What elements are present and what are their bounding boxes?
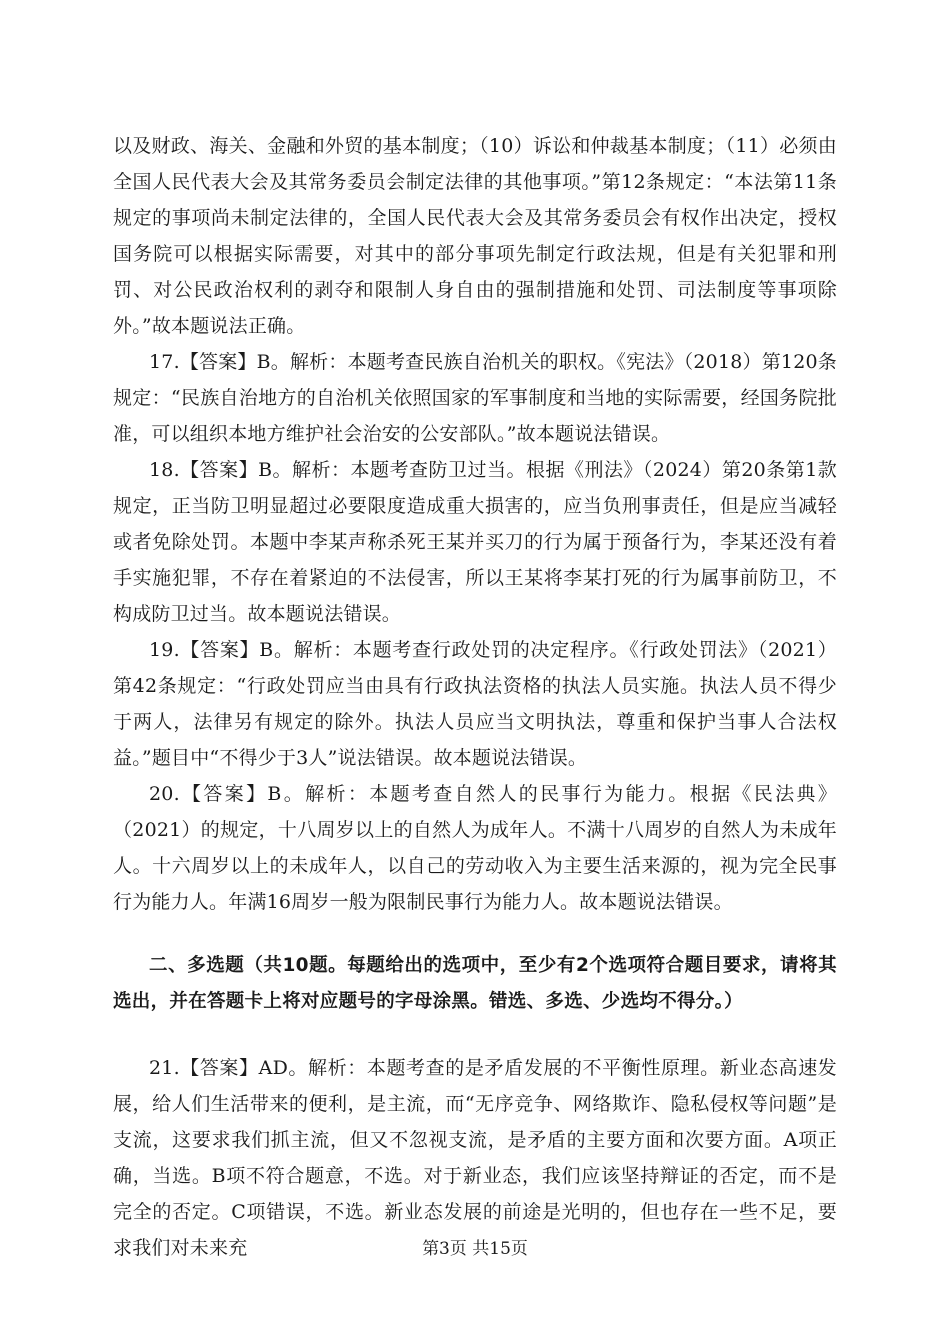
answer-19: 19.【答案】B。解析：本题考查行政处罚的决定程序。《行政处罚法》（2021）第42条规定：“行政处罚应当由具有行政执法资格的执法人员实施。执法人员不得少于两人，法律另有规定的除外。执法人员应当文明执法，尊重和保护当事人合法权益。”题目中“不得少于3人”说法错误。故本题说法错误。 xyxy=(113,639,837,769)
page-number: 第3页 共15页 xyxy=(422,1239,528,1259)
answer-21: 21.【答案】AD。解析：本题考查的是矛盾发展的不平衡性原理。新业态高速发展，给人们生活带来的便利，是主流，而“无序竞争、网络欺诈、隐私侵权等问题”是支流，这要求我们抓主流，但又不忽视支流，是矛盾的主要方面和次要方面。A项正确，当选。B项不符合题意，不选。对于新业态，我们应该坚持辩证的否定，而不是完全的否定。C项错误，不选。新业态发展的前途是光明的，但也存在一些不足，要求我们对未来充 xyxy=(113,1057,837,1259)
paragraph-continuation: 以及财政、海关、金融和外贸的基本制度；（10）诉讼和仲裁基本制度；（11）必须由全国人民代表大会及其常务委员会制定法律的其他事项。”第12条规定：“本法第11条规定的事项尚未制定法律的，全国人民代表大会及其常务委员会有权作出决定，授权国务院可以根据实际需要，对其中的部分事项先制定行政法规，但是有关犯罪和刑罚、对公民政治权利的剥夺和限制人身自由的强制措施和处罚、司法制度等事项除外。”故本题说法正确。 xyxy=(113,135,837,337)
answer-18: 18.【答案】B。解析：本题考查防卫过当。根据《刑法》（2024）第20条第1款规定，正当防卫明显超过必要限度造成重大损害的，应当负刑事责任，但是应当减轻或者免除处罚。本题中李某声称杀死王某并买刀的行为属于预备行为，李某还没有着手实施犯罪，不存在着紧迫的不法侵害，所以王某将李某打死的行为属事前防卫，不构成防卫过当。故本题说法错误。 xyxy=(113,459,837,625)
answer-20: 20.【答案】B。解析：本题考查自然人的民事行为能力。根据《民法典》（2021）的规定，十八周岁以上的自然人为成年人。不满十八周岁的自然人为未成年人。十六周岁以上的未成年人，以自己的劳动收入为主要生活来源的，视为完全民事行为能力人。年满16周岁一般为限制民事行为能力人。故本题说法错误。 xyxy=(113,783,837,913)
document-body xyxy=(113,128,837,1266)
section-heading-multiple-choice: 二、多选题（共10题。每题给出的选项中，至少有2个选项符合题目要求，请将其选出，并在答题卡上将对应题号的字母涂黑。错选、多选、少选均不得分。） xyxy=(113,955,837,1012)
page-footer xyxy=(0,1237,950,1261)
answer-17: 17.【答案】B。解析：本题考查民族自治机关的职权。《宪法》（2018）第120条规定：“民族自治地方的自治机关依照国家的军事制度和当地的实际需要，经国务院批准，可以组织本地方维护社会治安的公安部队。”故本题说法错误。 xyxy=(113,351,837,445)
